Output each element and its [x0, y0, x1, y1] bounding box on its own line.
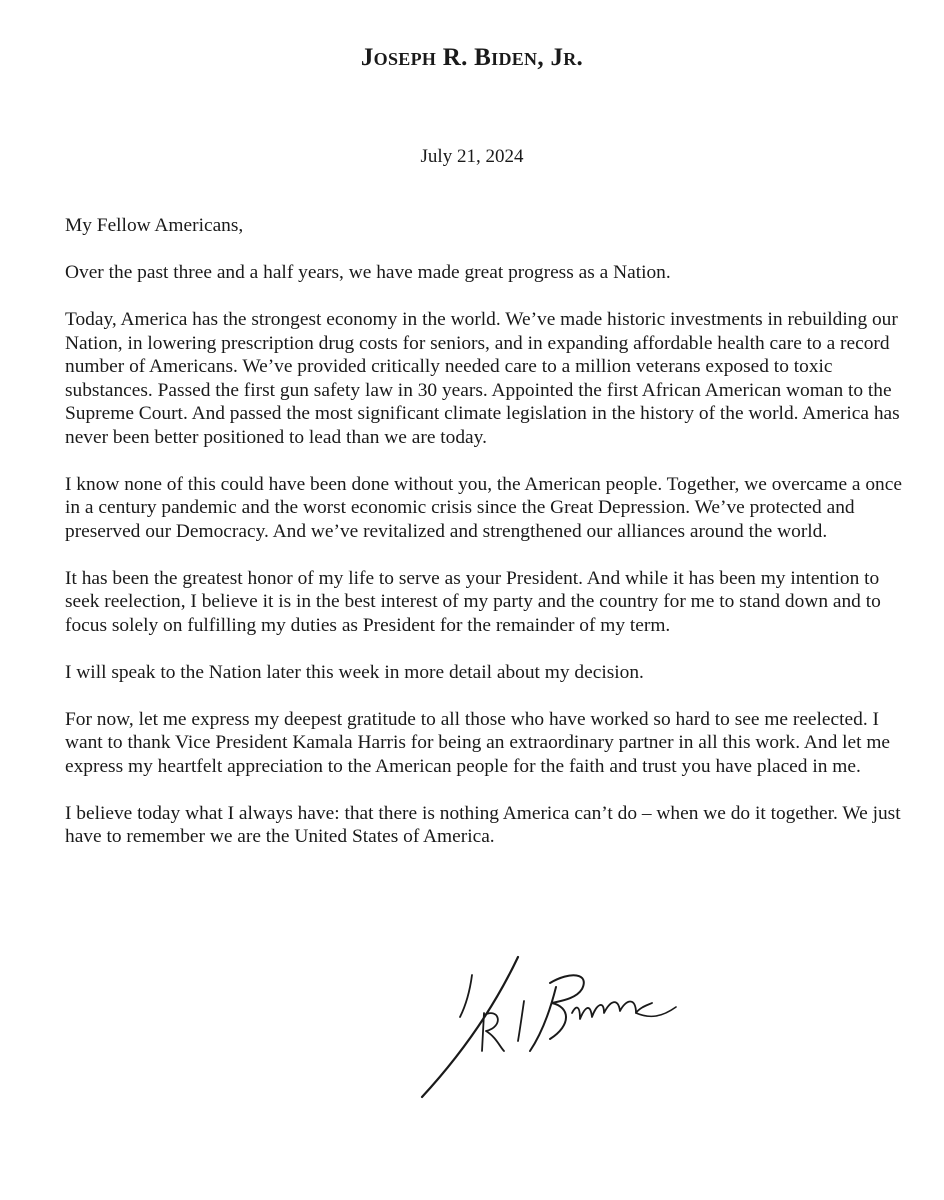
body-paragraph: I know none of this could have been done without you, the American people. Together, we overcame a once in a century pandemic and the worst economic crisis since the Great Depression. We’ve protected and preserved our Democracy. And we’ve revitalized and strengthened our alliances around the world.	[65, 473, 902, 542]
signature-icon	[400, 955, 690, 1100]
body-paragraph: For now, let me express my deepest gratitude to all those who have worked so hard to see me reelected. I want to thank Vice President Kamala Harris for being an extraordinary partner in all this work. And let me express my heartfelt appreciation to the American people for the faith and trust you have placed in me.	[65, 708, 891, 777]
letterhead: Joseph R. Biden, Jr.	[360, 44, 584, 71]
letter-body	[65, 214, 905, 872]
body-paragraph: Over the past three and a half years, we have made great progress as a Nation.	[65, 262, 671, 283]
closing-paragraph: I believe today what I always have: that there is nothing America can’t do – when we do it together. We just have to remember we are the United States of America.	[65, 802, 901, 847]
letter-date: July 21, 2024	[420, 146, 524, 167]
body-paragraph: It has been the greatest honor of my life to serve as your President. And while it has been my intention to seek reelection, I believe it is in the best interest of my party and the country for me to stand down and to focus solely on fulfilling my duties as President for the remainder of my term.	[65, 567, 881, 636]
body-paragraph: I will speak to the Nation later this week in more detail about my decision.	[65, 661, 644, 683]
salutation: My Fellow Americans,	[65, 215, 244, 236]
body-paragraph: Today, America has the strongest economy in the world. We’ve made historic investments in rebuilding our Nation, in lowering prescription drug costs for seniors, and in expanding affordable health care to a record number of Americans. We’ve provided critically needed care to a million veterans exposed to toxic substances. Passed the first gun safety law in 30 years. Appointed the first African American woman to the Supreme Court. And passed the most significant climate legislation in the history of the world. America has never been better positioned to lead than we are today.	[65, 309, 900, 448]
